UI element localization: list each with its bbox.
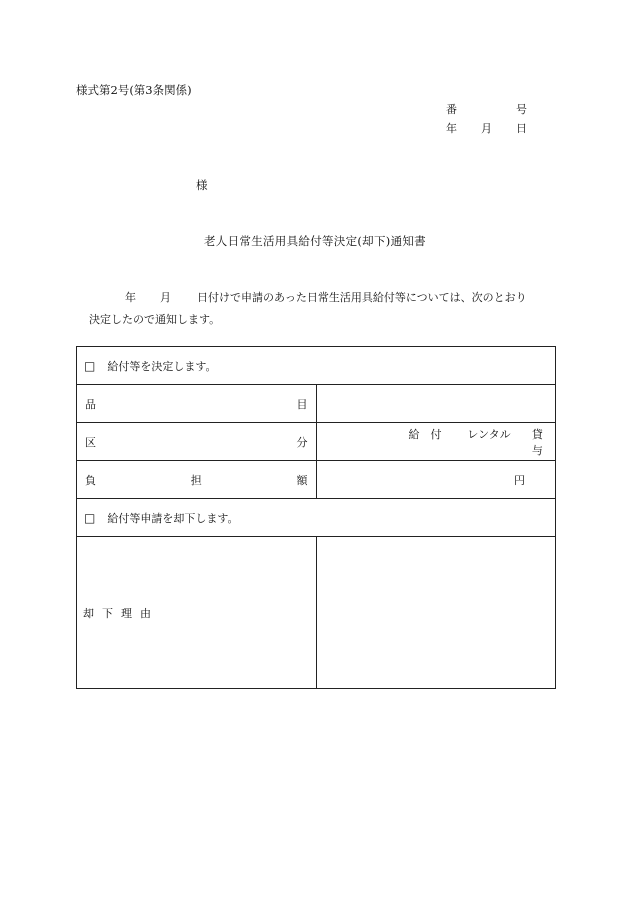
category-label-char: 分 [296,435,308,449]
item-value-cell[interactable] [316,385,556,423]
body-text: 日付けで申請のあった日常生活用具給付等については、次のとおり [197,291,527,304]
document-number-line [440,104,532,118]
burden-label-char: 額 [296,473,308,487]
category-option-rental[interactable]: レンタル [467,427,511,441]
category-option-kyufu[interactable]: 給 付 [408,427,442,441]
date-label-day: 日 [516,122,527,135]
category-option-taiyo[interactable]: 貸 与 [531,427,554,457]
category-label [77,423,317,461]
reason-value-cell[interactable] [316,537,556,689]
category-row [77,423,556,461]
category-options-cell [316,423,556,461]
reason-label-char: 却 [83,606,94,620]
body-year: 年 [125,291,136,304]
reason-label-char: 下 [102,606,113,620]
burden-label-char: 負 [85,473,96,487]
rejection-checkbox[interactable]: □ [84,510,96,525]
number-label-go: 号 [516,103,527,116]
item-label [77,385,317,423]
item-label-char: 目 [296,397,308,411]
reason-label [77,537,317,689]
decision-table [76,346,556,689]
burden-label-char: 担 [190,473,202,487]
recipient-honorific: 様 [196,178,208,192]
rejection-row [77,499,556,537]
burden-label [77,461,317,499]
yen-unit: 円 [514,473,525,487]
reason-label-char: 由 [140,606,151,620]
notice-body-line-2: 決定したので通知します。 [89,313,221,326]
body-month: 月 [160,291,171,304]
notice-body-line-1 [76,292,556,306]
decision-checkbox[interactable]: □ [84,358,96,373]
date-label-month: 月 [481,122,492,135]
number-label-ban: 番 [446,103,457,116]
decision-row [77,347,556,385]
date-label-year: 年 [446,122,457,135]
form-number: 様式第2号(第3条関係) [76,83,192,97]
decision-text: 給付等を決定します。 [107,359,217,373]
reason-row [77,537,556,689]
document-title: 老人日常生活用具給付等決定(却下)通知書 [204,234,426,248]
issue-date-line [440,123,532,137]
category-label-char: 区 [85,435,96,449]
rejection-text: 給付等申請を却下します。 [107,511,239,525]
burden-row [77,461,556,499]
reason-label-char: 理 [121,606,132,620]
item-label-char: 品 [85,397,96,411]
burden-amount-cell[interactable] [316,461,556,499]
item-row [77,385,556,423]
